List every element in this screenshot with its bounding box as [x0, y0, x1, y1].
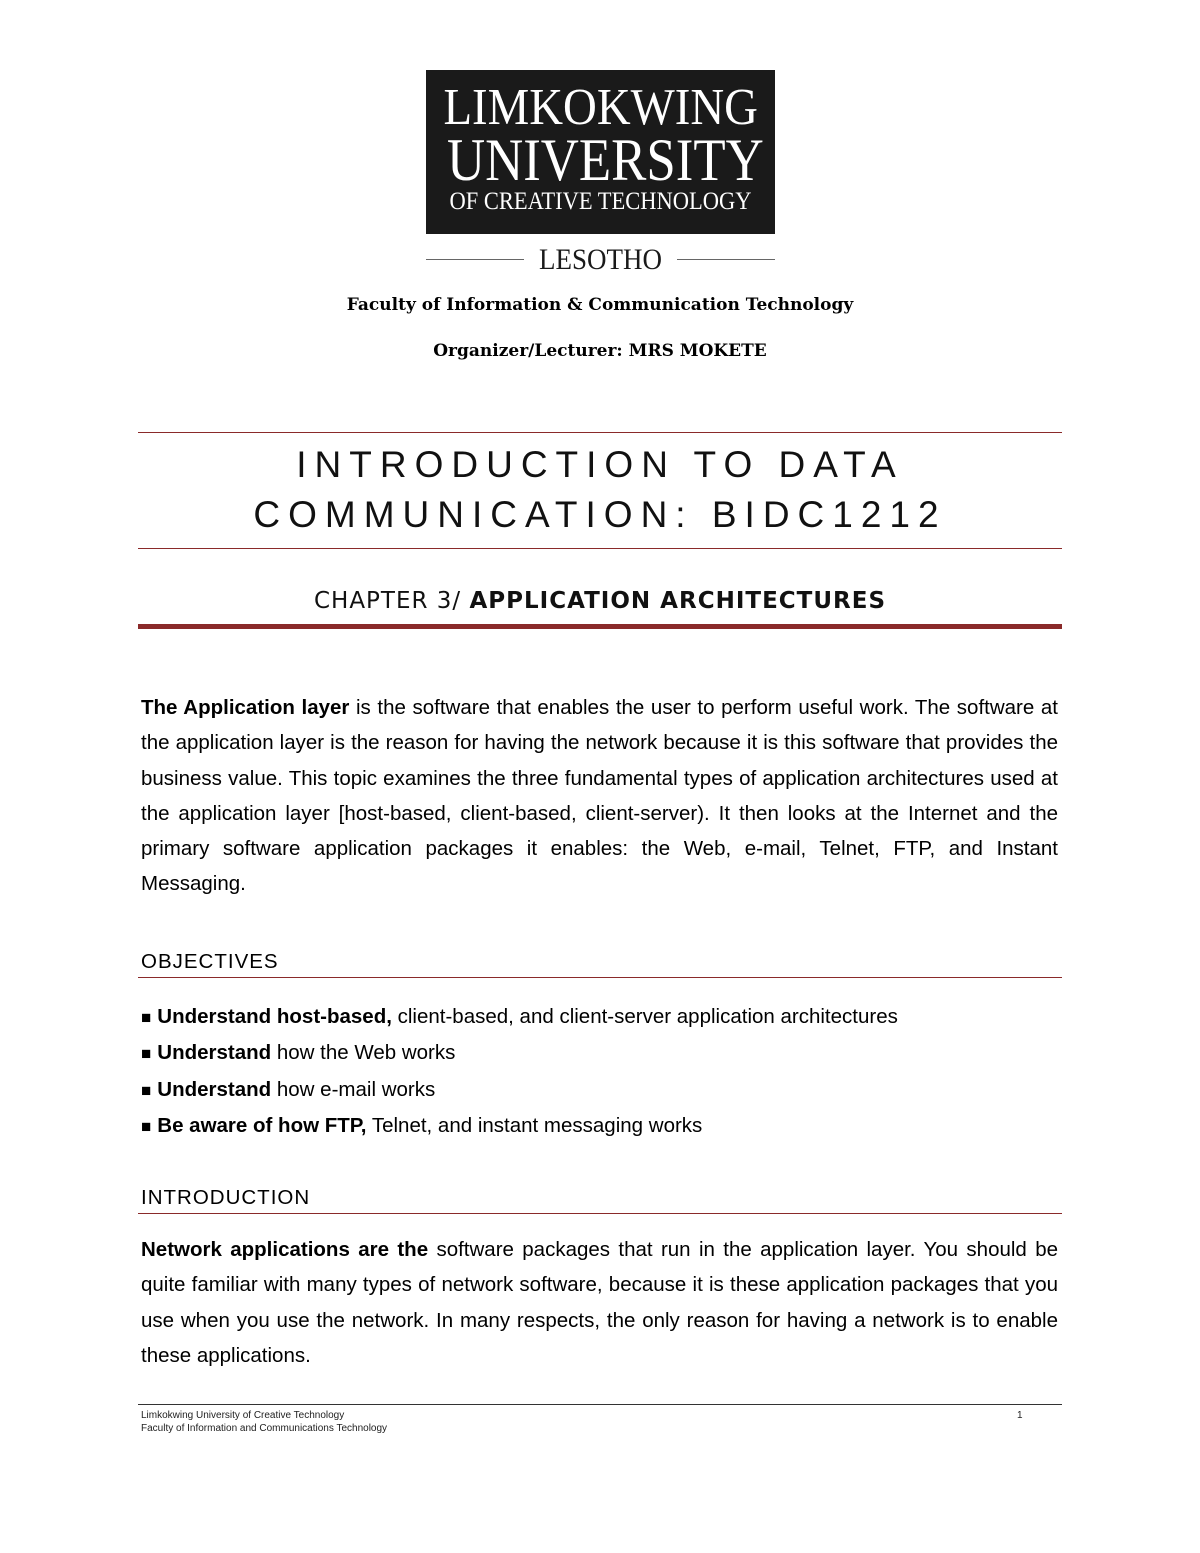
introduction-rule: [138, 1213, 1062, 1214]
objective-bold: Be aware of how FTP,: [157, 1113, 367, 1137]
footer-rule: [138, 1404, 1062, 1405]
footer-line-1: Limkokwing University of Creative Technology: [141, 1410, 345, 1421]
chapter-prefix: CHAPTER 3/: [313, 588, 470, 614]
objective-bold: Understand host-based,: [157, 1005, 392, 1028]
bullet-icon: ■: [141, 1008, 152, 1027]
bullet-icon: ■: [141, 1044, 152, 1064]
intro-paragraph: [141, 690, 1058, 902]
intro-text: is the software that enables the user to perform useful work. The software at the application layer is the reason for having the network because it is this software that provides the business value. This topic examines the three fundamental types of application architectures used at the application layer [host-based, client-based, client-server). It then looks at the Internet and the primary software application packages it enables: the Web, e-mail, Telnet, FTP, and Instant Messaging.: [141, 696, 1058, 896]
objective-text: client-based, and client-server application architectures: [391, 1005, 898, 1028]
course-title: [138, 440, 1062, 540]
logo-country-band: [426, 240, 775, 280]
list-item: [141, 1108, 898, 1144]
objectives-list: [141, 999, 898, 1144]
title-rule-bottom: [138, 548, 1062, 549]
list-item: [141, 1072, 898, 1108]
list-item: [141, 999, 898, 1035]
chapter-rule: [138, 624, 1062, 629]
logo-country: LESOTHO: [539, 243, 662, 276]
introduction-paragraph: [141, 1232, 1058, 1373]
organizer-line: Organizer/Lecturer: MRS MOKETE: [433, 341, 767, 361]
page-number: 1: [1017, 1410, 1023, 1421]
bullet-icon: ■: [141, 1080, 152, 1100]
bullet-icon: ■: [141, 1116, 152, 1136]
objective-bold: Understand: [157, 1077, 272, 1101]
intro-lead: The Application layer: [141, 696, 350, 719]
logo-line-3: OF CREATIVE TECHNOLOGY: [449, 188, 752, 215]
university-logo: [426, 70, 775, 234]
logo-line-1: LIMKOKWING: [443, 79, 758, 136]
course-title-line-2: COMMUNICATION: BIDC1212: [253, 494, 947, 535]
objective-text: Telnet, and instant messaging works: [366, 1113, 703, 1137]
title-rule-top: [138, 432, 1062, 433]
footer-line-2: Faculty of Information and Communications Technology: [141, 1423, 388, 1434]
introduction-heading: INTRODUCTION: [141, 1186, 311, 1209]
objective-bold: Understand: [157, 1041, 272, 1065]
faculty-name: Faculty of Information & Communication Technology: [346, 295, 854, 315]
logo-rule-right: [677, 259, 775, 260]
logo-line-2: UNIVERSITY: [446, 127, 764, 193]
objective-text: how e-mail works: [271, 1077, 436, 1101]
chapter-name: APPLICATION ARCHITECTURES: [469, 588, 887, 614]
introduction-text: software packages that run in the application layer. You should be quite familiar with many types of network software, because it is these application packages that you use when you use the network. In many respects, the only reason for having a network is to enable these applications.: [141, 1238, 1058, 1367]
footer-text: [141, 1409, 387, 1435]
chapter-heading: [138, 588, 1062, 614]
objectives-heading: OBJECTIVES: [141, 950, 279, 973]
introduction-lead: Network applications are the: [141, 1238, 429, 1261]
list-item: [141, 1035, 898, 1071]
objective-text: how the Web works: [271, 1041, 456, 1065]
course-title-line-1: INTRODUCTION TO DATA: [296, 444, 904, 485]
objectives-rule: [138, 977, 1062, 978]
